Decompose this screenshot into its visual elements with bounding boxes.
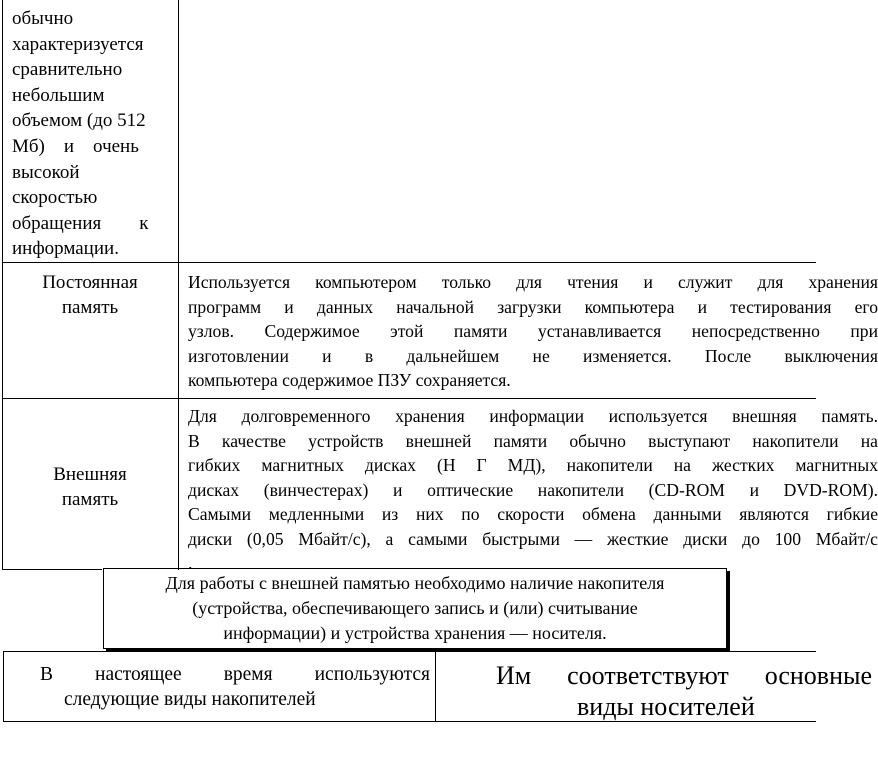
desc-line: диски (0,05 Мбайт/с), а самыми быстрыми — жесткие диски до 100 Мбайт/с	[188, 528, 878, 549]
label-line: память	[61, 489, 119, 510]
desc-line: дисках (винчестерах) и оптические накопители (CD-ROM и DVD-ROM).	[188, 479, 878, 500]
cell-line: высокой	[12, 161, 80, 183]
permanent-memory-description	[188, 270, 878, 393]
header-line: виды носителей	[577, 692, 755, 721]
cell-line: Мб) и очень	[12, 135, 139, 157]
label-line: Внешняя	[53, 464, 127, 485]
external-memory-description	[188, 404, 878, 576]
cell-line: скоростью	[12, 187, 98, 209]
desc-line: Используется компьютером только для чтения и служит для хранения	[188, 272, 878, 292]
note-line: Для работы с внешней памятью необходимо наличие накопителя	[165, 573, 665, 593]
drive-types-header	[40, 662, 430, 712]
desc-line: Для долговременного хранения информации используется внешняя память.	[188, 406, 878, 426]
row-label-permanent-memory	[2, 270, 178, 320]
note-line: информации) и устройства хранения — носителя.	[223, 623, 607, 643]
header-line: следующие виды накопителей	[64, 689, 316, 710]
cell-line: небольшим	[12, 84, 105, 106]
cell-line: информации.	[12, 238, 119, 260]
bottom-table-left-border	[3, 651, 4, 722]
bottom-table-top-border	[3, 651, 816, 652]
table-column-divider	[178, 0, 179, 570]
desc-line: изготовлении и в дальнейшем не изменяется. После выключения	[188, 345, 878, 366]
cell-line: сравнительно	[12, 59, 123, 81]
cell-line: характеризуется	[12, 33, 144, 55]
cell-line: объемом (до 512	[12, 110, 146, 132]
storage-requirement-note	[103, 568, 727, 649]
desc-line: .	[188, 553, 193, 573]
bottom-table-column-divider	[435, 651, 436, 722]
header-line: В настоящее время используются	[40, 664, 430, 685]
media-types-header	[452, 660, 872, 722]
label-line: память	[61, 297, 119, 318]
desc-line: В качестве устройств внешней памяти обычно выступают накопители на	[188, 430, 878, 451]
header-line: Им соответствуют основные	[496, 661, 872, 690]
desc-line: Самыми медленными из них по скорости обмена данными являются гибкие	[188, 504, 878, 524]
table-cell-memory-description	[12, 6, 172, 262]
cell-line: обычно	[12, 8, 74, 29]
desc-line: узлов. Содержимое этой памяти устанавливается непосредственно при	[188, 321, 878, 341]
cell-line: обращения к	[12, 212, 149, 234]
desc-line: компьютера содержимое ПЗУ сохраняется.	[188, 370, 511, 390]
table-row-divider-2	[2, 398, 816, 399]
label-line: Постоянная	[42, 272, 138, 293]
table-row-divider-1	[2, 262, 816, 263]
desc-line: гибких магнитных дисках (Н Г МД), накопители на жестких магнитных	[188, 455, 878, 475]
note-line: (устройства, обеспечивающего запись и (или) считывание	[192, 598, 638, 618]
table-bottom-border	[2, 569, 102, 570]
desc-line: программ и данных начальной загрузки компьютера и тестирования его	[188, 296, 878, 317]
row-label-external-memory	[2, 462, 178, 512]
